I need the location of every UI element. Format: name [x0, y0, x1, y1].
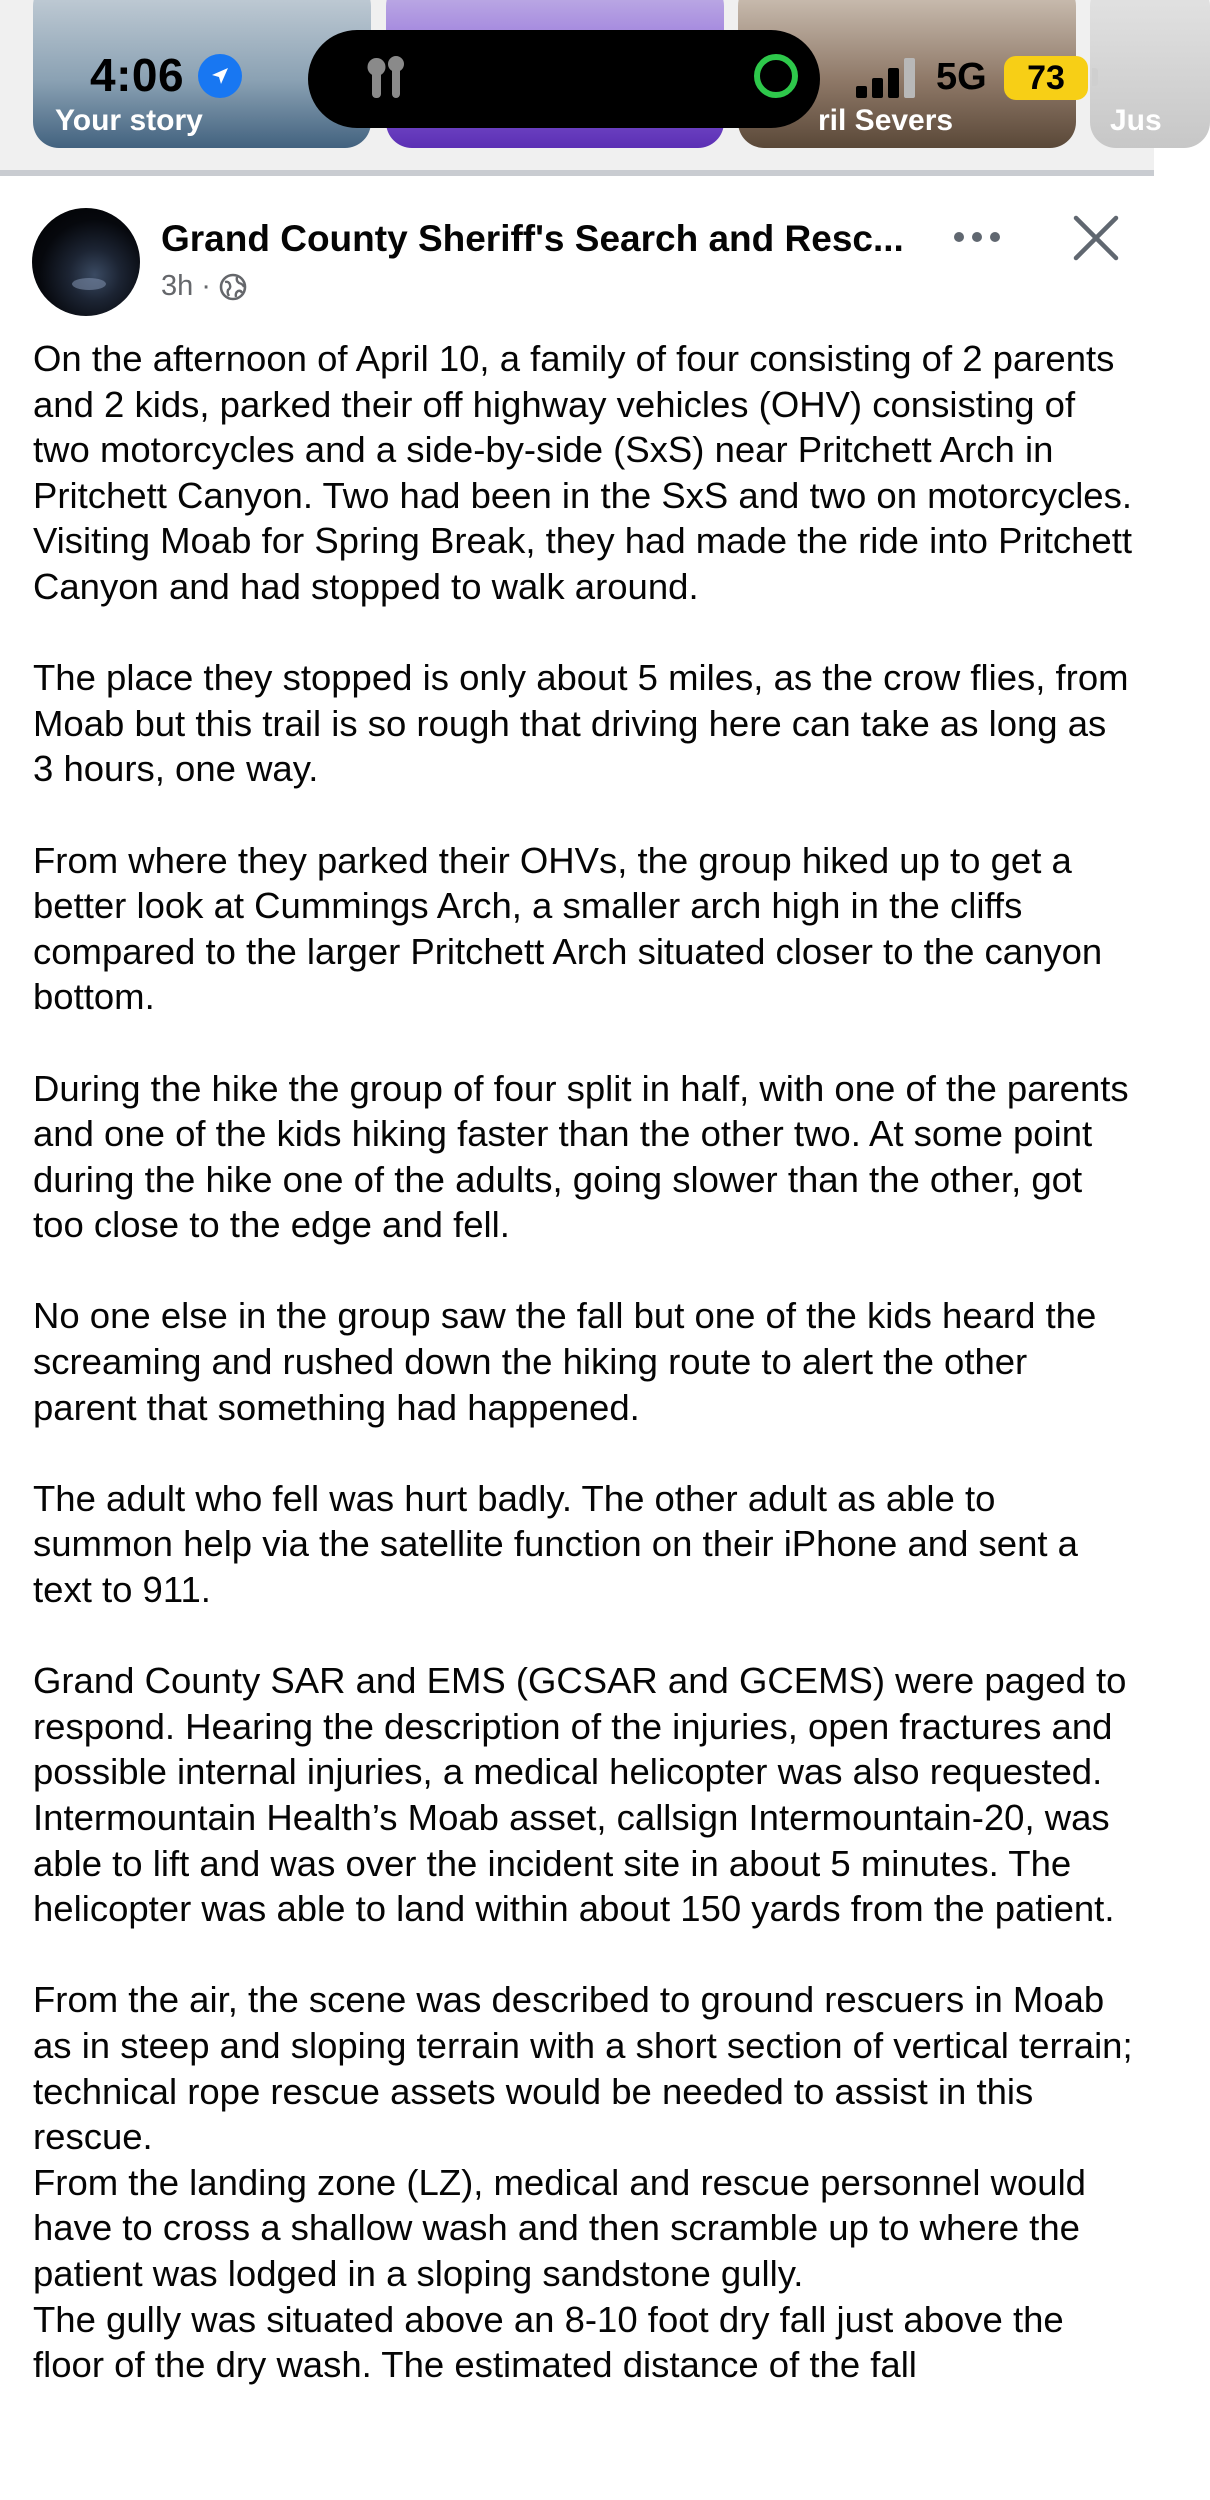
post-paragraph: From the air, the scene was described to ground rescuers in Moab as in steep and sloping terrain with a short section of vertical terrain; technical rope rescue assets would be needed to assist in this rescue.	[33, 1979, 1133, 2158]
post-paragraph: From where they parked their OHVs, the group hiked up to get a better look at Cummings Arch, a smaller arch high in the cliffs compared to the larger Pritchett Arch situated closer to the canyon bottom.	[33, 839, 1103, 1018]
paragraph-gap	[33, 1613, 1133, 1659]
meta-separator: ·	[201, 270, 211, 302]
post-text	[33, 336, 1133, 2388]
post-paragraph: Intermountain Health’s Moab asset, callsign Intermountain-20, was able to lift and was over the incident site in about 5 minutes. The helicopter was able to land within about 150 yards from the patient.	[33, 1797, 1115, 1930]
activity-ring-icon	[754, 54, 798, 98]
cellular-signal-icon	[856, 58, 920, 98]
post-paragraph: The adult who fell was hurt badly. The other adult as able to summon help via the satellite function on their iPhone and sent a text to 911.	[33, 1477, 1078, 1611]
paragraph-gap	[33, 792, 1133, 838]
post-paragraph: Grand County SAR and EMS (GCSAR and GCEMS) were paged to respond. Hearing the description of the injuries, open fractures and possible internal injuries, a medical helicopter was also requested.	[33, 1660, 1127, 1793]
story-label: ril Severs	[818, 104, 954, 137]
post-paragraph: No one else in the group saw the fall but one of the kids heard the screaming and rushed down the hiking route to alert the other parent that something had happened.	[33, 1295, 1097, 1428]
post-paragraph: Visiting Moab for Spring Break, they had made the ride into Pritchett Canyon and had stopped to walk around.	[33, 520, 1132, 607]
post-paragraph: From the landing zone (LZ), medical and rescue personnel would have to cross a shallow wash and then scramble up to where the patient was lodged in a sloping sandstone gully.	[33, 2161, 1086, 2294]
more-options-icon[interactable]	[952, 222, 1002, 250]
post-paragraph: During the hike the group of four split in half, with one of the parents and one of the kids hiking faster than the other two. At some point during the hike one of the adults, going slower than the other, got too close to the edge and fell.	[33, 1067, 1129, 1246]
location-arrow-icon	[198, 54, 242, 98]
paragraph-gap	[33, 1020, 1133, 1066]
paragraph-gap	[33, 1430, 1133, 1476]
paragraph-gap	[33, 610, 1133, 656]
page-avatar[interactable]	[32, 208, 140, 316]
post-paragraph: The place they stopped is only about 5 miles, as the crow flies, from Moab but this trail is so rough that driving here can take as long as 3 hours, one way.	[33, 657, 1129, 790]
battery-indicator: 73	[1004, 56, 1088, 100]
status-time: 4:06	[90, 49, 185, 101]
network-type: 5G	[936, 56, 987, 98]
page-name[interactable]: Grand County Sheriff's Search and Resc...	[161, 218, 904, 259]
post-paragraph: The gully was situated above an 8-10 foot dry fall just above the floor of the dry wash. The estimated distance of the fall	[33, 2298, 1064, 2386]
close-icon[interactable]	[1068, 210, 1124, 266]
paragraph-gap	[33, 1248, 1133, 1294]
paragraph-gap	[33, 1932, 1133, 1978]
story-label: Jus	[1110, 104, 1162, 137]
post-paragraph: On the afternoon of April 10, a family of four consisting of 2 parents and 2 kids, parked their off highway vehicles (OHV) consisting of two motorcycles and a side-by-side (SxS) near Pritchett Arch in Pritchett Canyon. Two had been in the SxS and two on motorcycles.	[33, 338, 1132, 516]
post-time[interactable]: 3h	[161, 270, 194, 302]
battery-tip	[1092, 68, 1098, 86]
globe-icon	[219, 273, 247, 301]
story-card[interactable]	[1090, 0, 1210, 148]
story-label: Your story	[55, 104, 203, 137]
post-meta	[161, 270, 247, 303]
dynamic-island[interactable]	[308, 30, 820, 128]
divider	[0, 170, 1154, 176]
utensils-icon	[366, 56, 410, 104]
